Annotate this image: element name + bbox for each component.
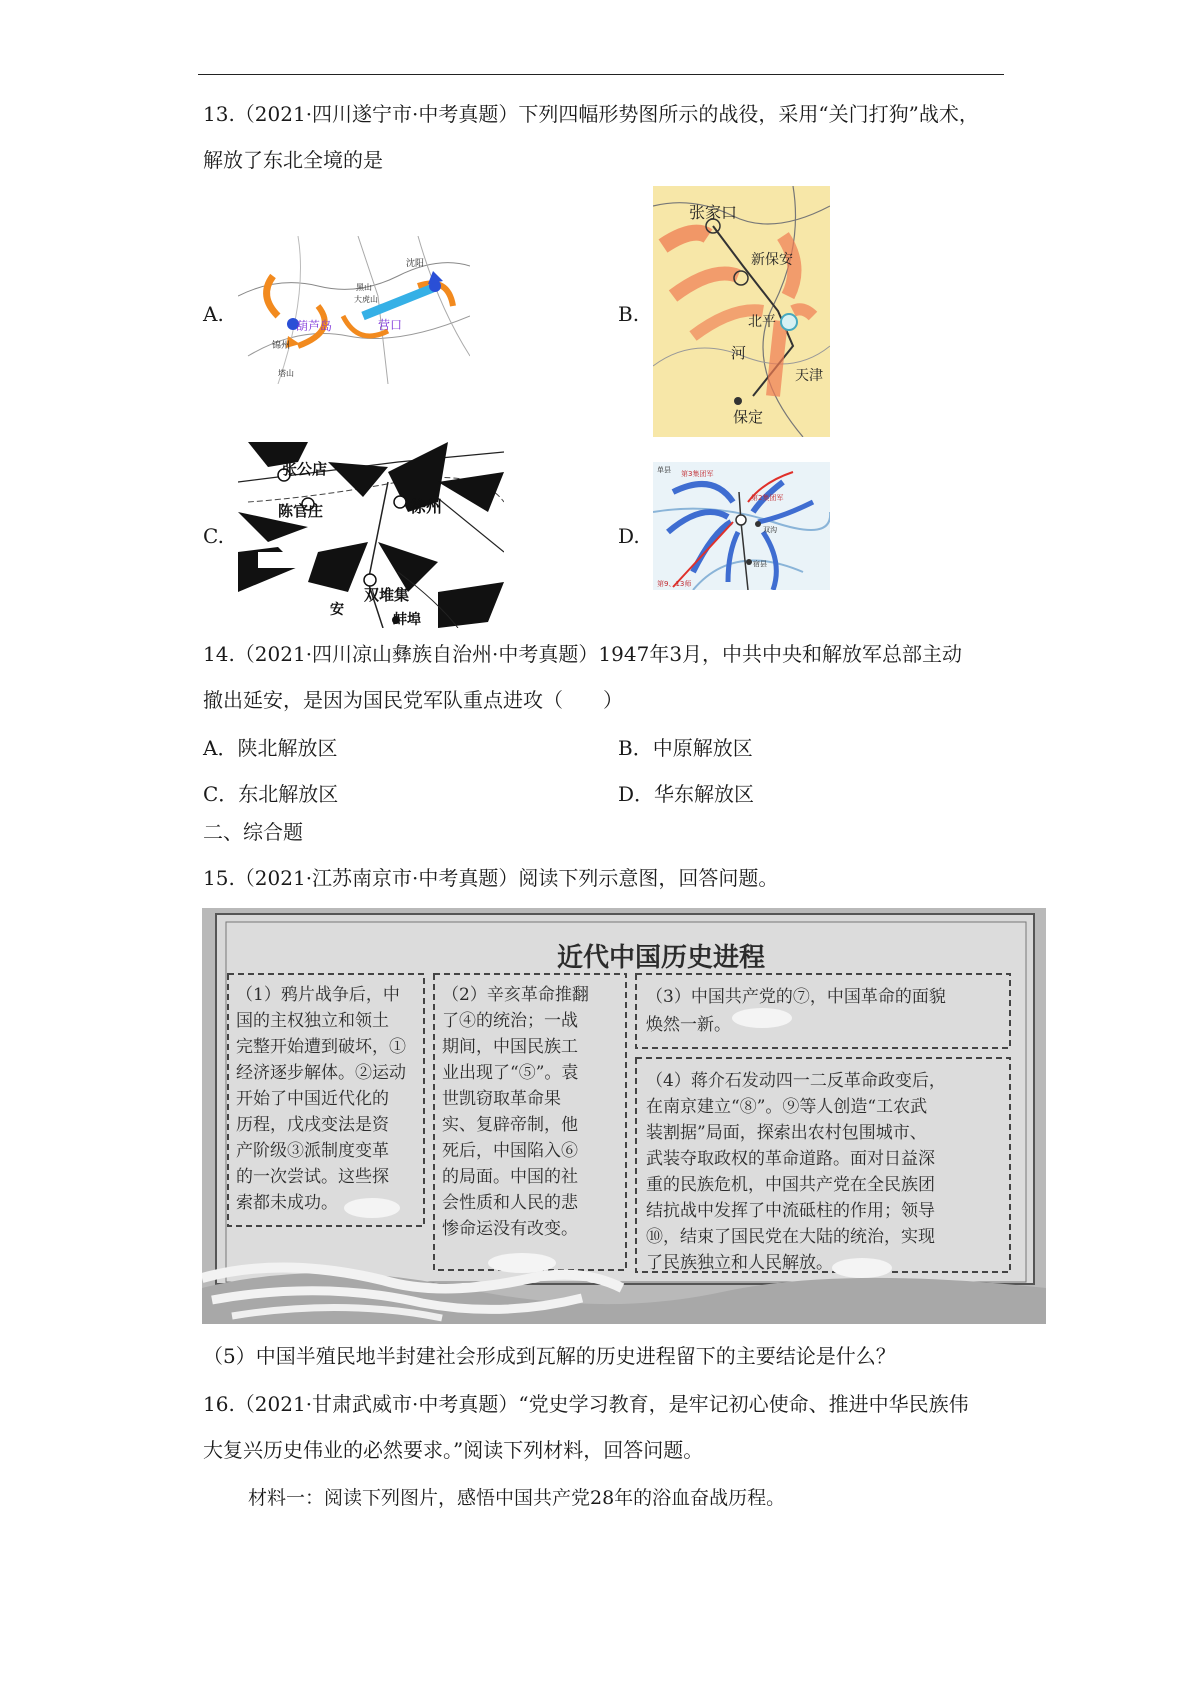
svg-text:开始了中国近代化的: 开始了中国近代化的	[236, 1089, 389, 1109]
svg-text:业出现了“⑤”。袁: 业出现了“⑤”。袁	[442, 1063, 579, 1083]
photo-title: 近代中国历史进程	[557, 943, 766, 973]
svg-text:索都未成功。: 索都未成功。	[236, 1193, 338, 1213]
svg-text:惨命运没有改变。: 惨命运没有改变。	[442, 1219, 578, 1239]
map-a-yingkou: 营口	[378, 318, 403, 332]
q13-stem-line1: 13.（2021·四川遂宁市·中考真题）下列四幅形势图所示的战役，采用“关门打狗”战术，	[203, 102, 979, 126]
q13-option-a-map[interactable]	[238, 236, 470, 384]
map-b-river-label: 河	[731, 344, 747, 362]
svg-text:实、复辟帝制，他: 实、复辟帝制，他	[442, 1115, 578, 1135]
map-d-army-2: 第2集团军	[751, 494, 784, 502]
svg-text:死后，中国陷入⑥: 死后，中国陷入⑥	[442, 1141, 578, 1161]
svg-text:重的民族危机，中国共产党在全民族团: 重的民族危机，中国共产党在全民族团	[646, 1175, 935, 1195]
q14-option-c[interactable]: C．东北解放区	[203, 782, 339, 806]
q15-stem: 15.（2021·江苏南京市·中考真题）阅读下列示意图，回答问题。	[203, 866, 779, 890]
svg-text:完整开始遭到破坏，①: 完整开始遭到破坏，①	[236, 1037, 406, 1057]
q13-option-b-label[interactable]: B.	[618, 302, 640, 326]
map-d-suxian: 宿县	[753, 560, 767, 568]
q13-stem-line2: 解放了东北全境的是	[203, 148, 383, 172]
svg-text:（4）蒋介石发动四一二反革命政变后，: （4）蒋介石发动四一二反革命政变后，	[646, 1071, 946, 1091]
svg-text:结抗战中发挥了中流砥柱的作用；领导: 结抗战中发挥了中流砥柱的作用；领导	[646, 1201, 935, 1221]
q13-option-d-label[interactable]: D.	[618, 524, 640, 548]
map-c-an: 安	[330, 602, 344, 618]
svg-text:（2）辛亥革命推翻: （2）辛亥革命推翻	[442, 985, 589, 1005]
q13-option-c-map[interactable]	[238, 442, 504, 628]
svg-text:国的主权独立和领土: 国的主权独立和领土	[236, 1011, 389, 1031]
svg-text:会性质和人民的悲: 会性质和人民的悲	[442, 1193, 578, 1213]
q14-option-a[interactable]: A．陕北解放区	[203, 736, 338, 760]
map-a-shenyang: 沈阳	[406, 259, 425, 269]
map-a-tashan: 塔山	[278, 369, 294, 378]
map-a-heishan: 黑山	[356, 283, 372, 292]
svg-text:在南京建立“⑧”。⑨等人创造“工农武: 在南京建立“⑧”。⑨等人创造“工农武	[646, 1097, 928, 1117]
svg-text:产阶级③派制度变革: 产阶级③派制度变革	[236, 1141, 389, 1161]
svg-text:装割据”局面，探索出农村包围城市、: 装割据”局面，探索出农村包围城市、	[646, 1123, 927, 1143]
svg-text:的局面。中国的社: 的局面。中国的社	[442, 1167, 578, 1187]
map-b-xinbaoan: 新保安	[751, 252, 793, 268]
q13-option-a-label[interactable]: A.	[203, 302, 224, 326]
svg-text:历程，戊戌变法是资: 历程，戊戌变法是资	[236, 1115, 389, 1135]
svg-text:期间，中国民族工: 期间，中国民族工	[442, 1037, 578, 1057]
q13-option-d-map[interactable]	[653, 462, 830, 590]
q16-stem-line2: 大复兴历史伟业的必然要求。”阅读下列材料，回答问题。	[203, 1438, 704, 1462]
svg-text:世凯窃取革命果: 世凯窃取革命果	[442, 1089, 561, 1109]
map-a-huludao: 葫芦岛	[296, 319, 333, 333]
map-c-zhanggongdian: 张公店	[282, 460, 328, 478]
q16-stem-line1: 16.（2021·甘肃武威市·中考真题）“党史学习教育，是牢记初心使命、推进中华民族伟	[203, 1392, 969, 1416]
map-c-xuzhou: 徐州	[410, 497, 443, 516]
svg-text:（3）中国共产党的⑦，中国革命的面貌: （3）中国共产党的⑦，中国革命的面貌	[646, 987, 946, 1007]
map-d-shuanggou: 双沟	[763, 526, 777, 534]
svg-text:经济逐步解体。②运动: 经济逐步解体。②运动	[236, 1063, 406, 1083]
svg-text:⑩，结束了国民党在大陆的统治，实现: ⑩，结束了国民党在大陆的统治，实现	[646, 1227, 935, 1247]
q14-stem-line2: 撤出延安，是因为国民党军队重点进攻（ ）	[203, 688, 623, 712]
q16-material-1: 材料一：阅读下列图片，感悟中国共产党28年的浴血奋战历程。	[248, 1487, 786, 1509]
map-d-division-9-13: 第9、13师	[657, 580, 692, 588]
map-b-baoding: 保定	[733, 408, 764, 426]
map-c-bengbu: 蚌埠	[393, 612, 421, 628]
svg-text:焕然一新。: 焕然一新。	[646, 1015, 731, 1035]
q14-stem-line1: 14.（2021·四川凉山彝族自治州·中考真题）1947年3月，中共中央和解放军总部主动	[203, 642, 963, 666]
map-b-zhangjiakou: 张家口	[689, 203, 738, 222]
q13-option-c-label[interactable]: C.	[203, 524, 224, 548]
q13-option-b-map[interactable]	[653, 186, 830, 437]
q14-option-b[interactable]: B．中原解放区	[618, 736, 753, 760]
map-d-army-3: 第3集团军	[681, 470, 714, 478]
map-a-jinzhou: 锦州	[272, 341, 291, 351]
map-c-chenguanzhuang: 陈官庄	[278, 502, 324, 520]
svg-text:的一次尝试。这些探: 的一次尝试。这些探	[236, 1167, 389, 1187]
map-a-dahushan: 大虎山	[354, 295, 378, 304]
map-b-beiping: 北平	[748, 314, 776, 330]
svg-text:了民族独立和人民解放。: 了民族独立和人民解放。	[646, 1253, 833, 1273]
map-d-shanxian: 单县	[657, 466, 671, 474]
svg-text:（1）鸦片战争后，中: （1）鸦片战争后，中	[236, 985, 400, 1005]
q14-option-d[interactable]: D．华东解放区	[618, 782, 755, 806]
q15-subquestion-5: （5）中国半殖民地半封建社会形成到瓦解的历史进程留下的主要结论是什么？	[203, 1344, 896, 1368]
svg-text:了④的统治；一战: 了④的统治；一战	[442, 1011, 578, 1031]
section-heading: 二、综合题	[203, 820, 303, 844]
map-b-tianjin: 天津	[795, 368, 823, 384]
header-rule	[198, 74, 1004, 75]
map-c-shuangduiji: 双堆集	[364, 586, 410, 604]
svg-text:武装夺取政权的革命道路。面对日益深: 武装夺取政权的革命道路。面对日益深	[646, 1149, 935, 1169]
q15-diagram-photo	[202, 908, 1046, 1324]
